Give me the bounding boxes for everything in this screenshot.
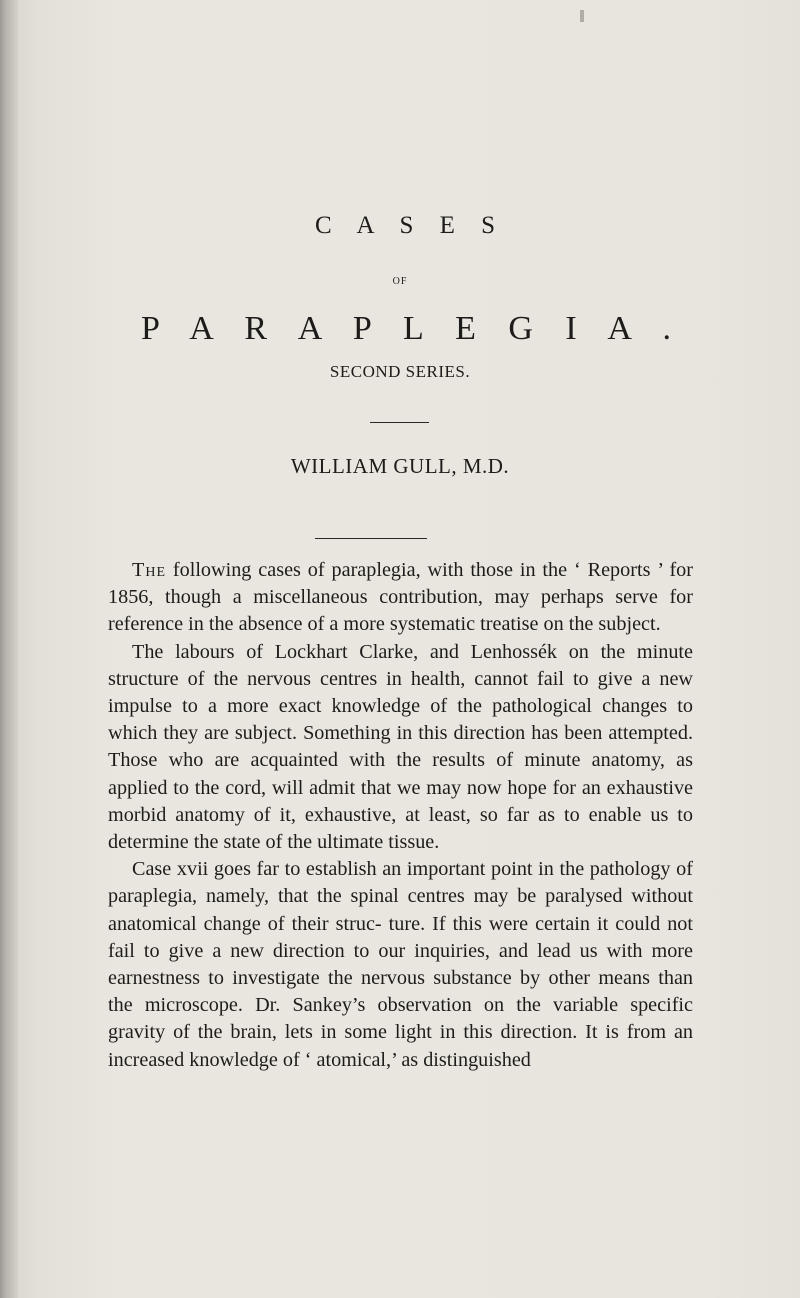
paragraph xyxy=(108,856,693,1074)
paragraph-text: following cases of paraplegia, with those in the ‘ Reports ’ for 1856, though a miscellaneous contribution, may perhaps serve for reference in the absence of a more systematic treatise on the subject. xyxy=(108,559,693,636)
title-paraplegia: P A R A P L E G I A . xyxy=(140,310,684,347)
paragraph-text: The labours of Lockhart Clarke, and Lenhossék on the minute structure of the nervous centres in health, cannot fail to give a new impulse to a more exact knowledge of the pathological changes to which they are subject. Something in this direction has been attempted. Those who are acquainted with the results of minute anatomy, as applied to the cord, will admit that we may now hope for an exhaustive morbid anatomy of it, exhaustive, at least, so far as to enable us to determine the state of the ultimate tissue. xyxy=(108,640,693,854)
series-label: SECOND SERIES. xyxy=(329,362,471,381)
title-connector: OF xyxy=(392,276,408,287)
title-cases: C A S E S xyxy=(314,212,506,239)
paper-mark xyxy=(580,10,584,22)
paragraph xyxy=(108,639,693,857)
divider-rule xyxy=(370,422,429,423)
body-text xyxy=(108,557,693,1074)
author-name: WILLIAM GULL, M.D. xyxy=(290,454,510,478)
page-gutter-shadow xyxy=(0,0,18,1298)
divider-rule xyxy=(315,538,427,539)
paragraph xyxy=(108,557,693,639)
paragraph-lead: The xyxy=(132,559,166,581)
paragraph-text: goes far to establish an important point in the pathology of paraplegia, namely, that the spinal centres may be paralysed without anatomical change of their struc- ture. If this were certain it could not fail to give a new direction to our inquiries, and lead us with more earnestness to investigate the nervous substance by other means than the microscope. Dr. Sankey’s observation on the variable specific gravity of the brain, lets in some light in this direction. It is from an increased knowledge of ‘ atomical,’ as distinguished xyxy=(108,858,693,1071)
paragraph-lead: Case xvii xyxy=(132,858,209,881)
